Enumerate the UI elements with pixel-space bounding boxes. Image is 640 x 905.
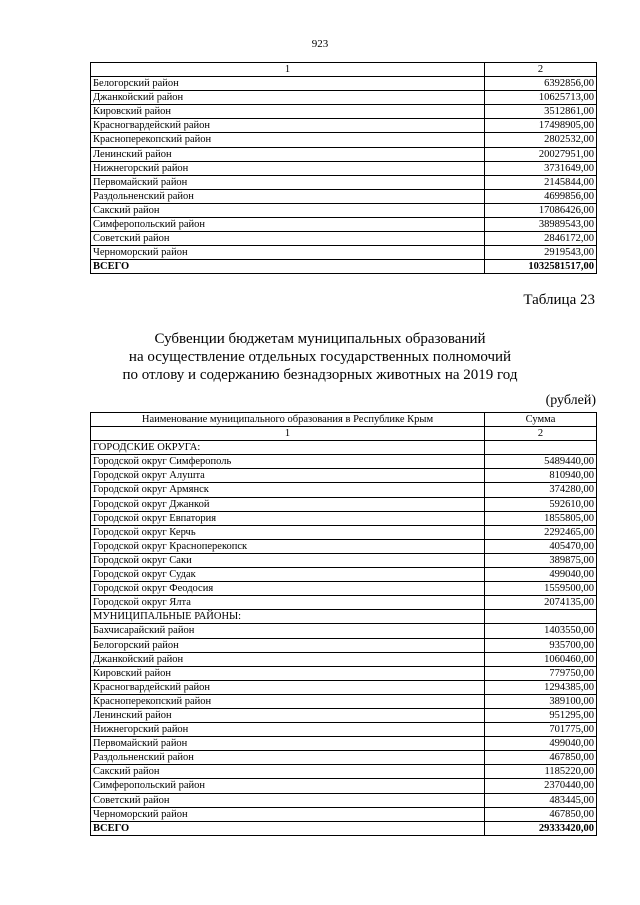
table-row	[91, 77, 597, 91]
cell-value: 10625713,00	[485, 91, 597, 105]
cell-value	[485, 610, 597, 624]
cell-name: Раздольненский район	[91, 189, 485, 203]
units-label: (рублей)	[545, 393, 596, 408]
cell-value: 951295,00	[485, 708, 597, 722]
cell-value: 1032581517,00	[485, 260, 597, 274]
cell-name: Белогорский район	[91, 638, 485, 652]
table-label: Таблица 23	[523, 292, 595, 308]
table-row	[91, 455, 597, 469]
cell-value: 6392856,00	[485, 77, 597, 91]
cell-name: ВСЕГО	[91, 821, 485, 835]
cell-value: 499040,00	[485, 568, 597, 582]
table-row	[91, 91, 597, 105]
table-row	[91, 779, 597, 793]
section-heading-row	[91, 610, 597, 624]
total-row	[91, 260, 597, 274]
cell-value: 483445,00	[485, 793, 597, 807]
table-row	[91, 161, 597, 175]
cell-value: 779750,00	[485, 666, 597, 680]
column-header-sum: Сумма	[485, 413, 597, 427]
table-row	[91, 765, 597, 779]
cell-value: 2802532,00	[485, 133, 597, 147]
title-line: на осуществление отдельных государственных полномочий	[128, 349, 512, 365]
title-line: Субвенции бюджетам муниципальных образований	[154, 331, 486, 347]
cell-name: Городской округ Керчь	[91, 525, 485, 539]
cell-name: Бахчисарайский район	[91, 624, 485, 638]
cell-name: МУНИЦИПАЛЬНЫЕ РАЙОНЫ:	[91, 610, 485, 624]
column-number-row	[91, 427, 597, 441]
table-row	[91, 596, 597, 610]
title-line: по отлову и содержанию безнадзорных животных на 2019 год	[122, 367, 518, 383]
table-row	[91, 119, 597, 133]
column-number-2: 2	[485, 63, 597, 77]
table-row	[91, 751, 597, 765]
table-row	[91, 483, 597, 497]
table-row	[91, 666, 597, 680]
cell-name: Первомайский район	[91, 175, 485, 189]
cell-name: Городской округ Саки	[91, 553, 485, 567]
cell-value: 389100,00	[485, 694, 597, 708]
page-number: 923	[311, 38, 329, 50]
cell-name: Красногвардейский район	[91, 119, 485, 133]
cell-value: 592610,00	[485, 497, 597, 511]
cell-value: 1403550,00	[485, 624, 597, 638]
cell-name: Первомайский район	[91, 737, 485, 751]
table-row	[91, 694, 597, 708]
column-number-row	[91, 63, 597, 77]
cell-name: Городской округ Евпатория	[91, 511, 485, 525]
table-row	[91, 624, 597, 638]
cell-name: Нижнегорский район	[91, 161, 485, 175]
table-row	[91, 568, 597, 582]
cell-value: 1855805,00	[485, 511, 597, 525]
cell-value: 467850,00	[485, 751, 597, 765]
table-row	[91, 723, 597, 737]
table-title	[0, 330, 640, 384]
cell-name: Красногвардейский район	[91, 680, 485, 694]
subsidies-table-continued	[90, 62, 597, 274]
cell-value: 1294385,00	[485, 680, 597, 694]
table-row	[91, 807, 597, 821]
cell-value: 2370440,00	[485, 779, 597, 793]
table-row	[91, 147, 597, 161]
cell-value: 17498905,00	[485, 119, 597, 133]
cell-name: Советский район	[91, 793, 485, 807]
cell-name: Красноперекопский район	[91, 133, 485, 147]
cell-name: Нижнегорский район	[91, 723, 485, 737]
cell-value: 17086426,00	[485, 203, 597, 217]
table-row	[91, 793, 597, 807]
column-header-name: Наименование муниципального образования в Республике Крым	[91, 413, 485, 427]
cell-value: 405470,00	[485, 539, 597, 553]
table-row	[91, 680, 597, 694]
cell-name: Ленинский район	[91, 147, 485, 161]
cell-name: Советский район	[91, 232, 485, 246]
cell-value: 2919543,00	[485, 246, 597, 260]
cell-name: Черноморский район	[91, 246, 485, 260]
cell-name: Кировский район	[91, 105, 485, 119]
cell-value: 3512861,00	[485, 105, 597, 119]
cell-name: Городской округ Симферополь	[91, 455, 485, 469]
cell-name: Городской округ Ялта	[91, 596, 485, 610]
cell-value: 2846172,00	[485, 232, 597, 246]
cell-name: Городской округ Армянск	[91, 483, 485, 497]
table-row	[91, 638, 597, 652]
cell-value: 2074135,00	[485, 596, 597, 610]
table-row	[91, 539, 597, 553]
cell-value: 810940,00	[485, 469, 597, 483]
cell-name: Кировский район	[91, 666, 485, 680]
cell-name: Джанкойский район	[91, 652, 485, 666]
table-row	[91, 218, 597, 232]
cell-name: Сакский район	[91, 203, 485, 217]
cell-value: 20027951,00	[485, 147, 597, 161]
cell-value: 38989543,00	[485, 218, 597, 232]
cell-value: 4699856,00	[485, 189, 597, 203]
cell-name: ВСЕГО	[91, 260, 485, 274]
column-header-row	[91, 413, 597, 427]
table-row	[91, 232, 597, 246]
cell-name: Черноморский район	[91, 807, 485, 821]
cell-name: Ленинский район	[91, 708, 485, 722]
cell-name: Городской округ Судак	[91, 568, 485, 582]
cell-name: Городской округ Красноперекопск	[91, 539, 485, 553]
table-row	[91, 737, 597, 751]
column-number-2: 2	[485, 427, 597, 441]
table-row	[91, 652, 597, 666]
cell-name: ГОРОДСКИЕ ОКРУГА:	[91, 441, 485, 455]
cell-value: 5489440,00	[485, 455, 597, 469]
cell-value: 499040,00	[485, 737, 597, 751]
table-row	[91, 511, 597, 525]
column-number-1: 1	[91, 427, 485, 441]
table-row	[91, 708, 597, 722]
total-row	[91, 821, 597, 835]
cell-value: 29333420,00	[485, 821, 597, 835]
cell-value: 935700,00	[485, 638, 597, 652]
cell-value: 2292465,00	[485, 525, 597, 539]
table-row	[91, 582, 597, 596]
cell-name: Сакский район	[91, 765, 485, 779]
cell-name: Симферопольский район	[91, 218, 485, 232]
table-row	[91, 497, 597, 511]
section-heading-row	[91, 441, 597, 455]
table-row	[91, 133, 597, 147]
table-row	[91, 246, 597, 260]
cell-value: 389875,00	[485, 553, 597, 567]
cell-value: 3731649,00	[485, 161, 597, 175]
cell-name: Городской округ Джанкой	[91, 497, 485, 511]
cell-value: 1060460,00	[485, 652, 597, 666]
table-row	[91, 469, 597, 483]
column-number-1: 1	[91, 63, 485, 77]
cell-value: 1185220,00	[485, 765, 597, 779]
cell-value: 467850,00	[485, 807, 597, 821]
cell-name: Белогорский район	[91, 77, 485, 91]
cell-value: 374280,00	[485, 483, 597, 497]
cell-value	[485, 441, 597, 455]
cell-name: Красноперекопский район	[91, 694, 485, 708]
table-row	[91, 175, 597, 189]
stray-animals-subsidies-table	[90, 412, 597, 836]
cell-name: Городской округ Феодосия	[91, 582, 485, 596]
table-row	[91, 553, 597, 567]
cell-name: Джанкойский район	[91, 91, 485, 105]
cell-name: Городской округ Алушта	[91, 469, 485, 483]
cell-name: Раздольненский район	[91, 751, 485, 765]
table-row	[91, 105, 597, 119]
table-row	[91, 189, 597, 203]
cell-value: 2145844,00	[485, 175, 597, 189]
cell-name: Симферопольский район	[91, 779, 485, 793]
table-row	[91, 203, 597, 217]
cell-value: 701775,00	[485, 723, 597, 737]
table-row	[91, 525, 597, 539]
cell-value: 1559500,00	[485, 582, 597, 596]
